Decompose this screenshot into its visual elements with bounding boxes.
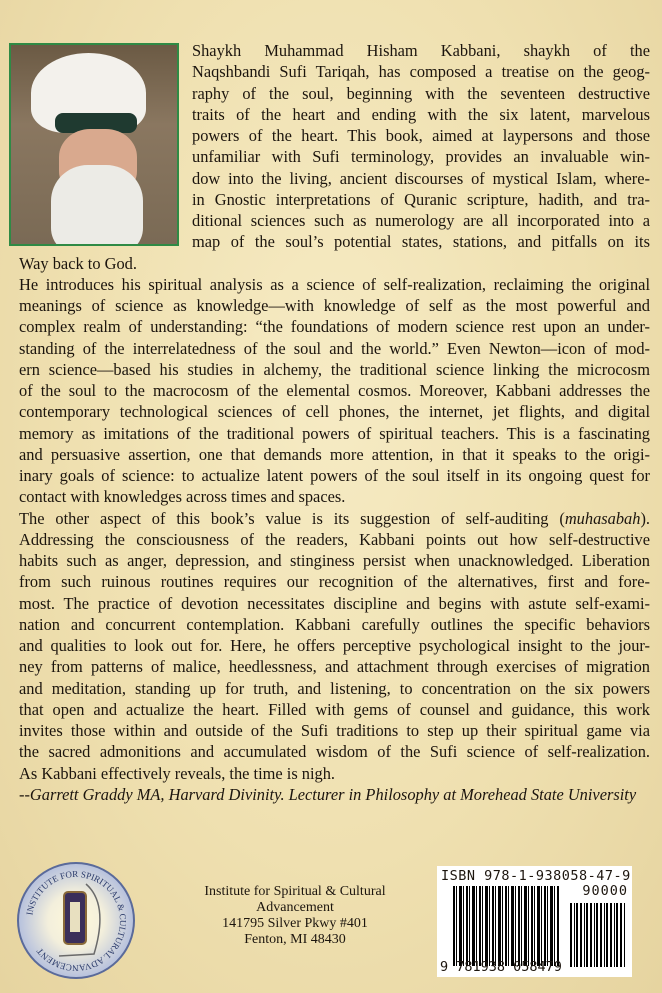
publisher-address bbox=[190, 884, 400, 948]
text-line: habits such as anger, depression, and stinginess persist when unacknowledged. Liberation bbox=[19, 551, 650, 570]
paragraph-1 bbox=[19, 40, 650, 274]
text-line: of the soul to the macrocosm of the elemental cosmos. Moreover, Kabbani addresses the bbox=[19, 381, 650, 400]
text-line: contact with knowledges across times and spaces. bbox=[19, 487, 346, 507]
text-line: The other aspect of this book’s value is its suggestion of self-auditing (muhasabah). bbox=[19, 508, 650, 528]
text-line: memory as imitations of the traditional powers of spiritual teachers. This is a fascinating bbox=[19, 423, 650, 443]
text-line: Naqshbandi Sufi Tariqah, has composed a treatise on the geog- bbox=[192, 62, 650, 82]
text-line: ditional sciences such as numerology are all incorporated into a bbox=[192, 211, 650, 230]
review-attribution: --Garrett Graddy MA, Harvard Divinity. Lecturer in Philosophy at Morehead State University bbox=[19, 784, 637, 804]
isbn-text: ISBN 978-1-938058-47-9 bbox=[441, 868, 631, 884]
paragraph-3 bbox=[19, 508, 650, 784]
publisher-name-cont: Advancement bbox=[256, 900, 334, 915]
text-line: that open and actualize the heart. Filled with gems of counsel and guidance, this work bbox=[19, 699, 650, 719]
text-line: nation and concurrent contemplation. Kabbani carefully outlines the specific behaviors bbox=[19, 614, 650, 634]
text-line: in Gnostic interpretations of Quranic scripture, hadith, and tra- bbox=[192, 189, 650, 209]
blurb bbox=[19, 40, 650, 805]
paragraph-2 bbox=[19, 274, 650, 508]
text-line: As Kabbani effectively reveals, the time is nigh. bbox=[19, 763, 336, 783]
text-line: most. The practice of devotion necessitates discipline and begins with astute self-exami- bbox=[19, 593, 650, 613]
isbn-barcode bbox=[437, 866, 632, 977]
svg-text:INSTITUTE FOR SPIRITUAL & CULT: INSTITUTE FOR SPIRITUAL & CULTURAL ADVANCEMENT bbox=[24, 868, 129, 974]
street-address: 141795 Silver Pkwy #401 bbox=[222, 916, 368, 931]
text-line: traits of the heart and ending with the six latent, marvelous bbox=[192, 104, 650, 124]
text-line: Addressing the consciousness of the readers, Kabbani points out how self-destructive bbox=[19, 529, 650, 549]
text-line: invites those within and outside of the Sufi traditions to step up their spiritual game via bbox=[19, 721, 650, 740]
text-line: Shaykh Muhammad Hisham Kabbani, shaykh of the bbox=[192, 41, 650, 60]
ean-number: 9 781938 058479 bbox=[440, 959, 562, 975]
text-line: and persuasive assertion, one that demands more attention, in that it speaks to the origi- bbox=[19, 444, 650, 464]
text-line: powers of the heart. This book, aimed at laypersons and those bbox=[192, 126, 650, 145]
text-line: He introduces his spiritual analysis as a science of self-realization, reclaiming the original bbox=[19, 274, 650, 294]
text-line: raphy of the soul, beginning with the seventeen destructive bbox=[192, 83, 650, 103]
text-line: ney from patterns of malice, heedlessness, and attachment through exercises of migration bbox=[19, 657, 650, 677]
text-line: Way back to God. bbox=[19, 253, 137, 273]
text-line: and meditation, standing up for truth, and listening, to concentration on the six powers bbox=[19, 678, 650, 698]
text-line: contemporary technological sciences of cell phones, the internet, jet flights, and digital bbox=[19, 402, 650, 422]
text-line: standing of the interrelatedness of the soul and the world.” Even Newton—icon of mod- bbox=[19, 338, 650, 358]
text-line: map of the soul’s potential states, stations, and pitfalls on its bbox=[192, 232, 650, 252]
ean-bars bbox=[453, 886, 560, 966]
text-line: inary goals of science: to actualize latent powers of the soul itself in its ongoing quest for bbox=[19, 466, 650, 485]
text-line: unfamiliar with Sufi terminology, provides an invaluable win- bbox=[192, 147, 650, 167]
text-line: dow into the living, ancient discourses of mystical Islam, where- bbox=[192, 168, 650, 188]
text-line: and qualities to look out for. Here, he offers perceptive psychological insight to the jour- bbox=[19, 636, 650, 655]
text-line: meanings of science as knowledge—with knowledge of self as the most powerful and bbox=[19, 296, 650, 315]
text-line: ern science—based his studies in alchemy, the traditional science linking the microcosm bbox=[19, 359, 650, 379]
price-bars bbox=[570, 903, 625, 967]
price-code: 90000 bbox=[582, 883, 628, 899]
publisher-name: Institute for Spiritual & Cultural bbox=[204, 884, 386, 899]
city-state-zip: Fenton, MI 48430 bbox=[244, 932, 346, 947]
text-line: the sacred admonitions and accumulated wisdom of the Sufi science of self-realization. bbox=[19, 742, 650, 762]
publisher-logo bbox=[17, 862, 135, 979]
text-line: complex realm of understanding: “the foundations of modern science rest upon an under- bbox=[19, 317, 650, 337]
text-line: from such ruinous routines requires our recognition of the alternatives, first and fore- bbox=[19, 572, 650, 592]
